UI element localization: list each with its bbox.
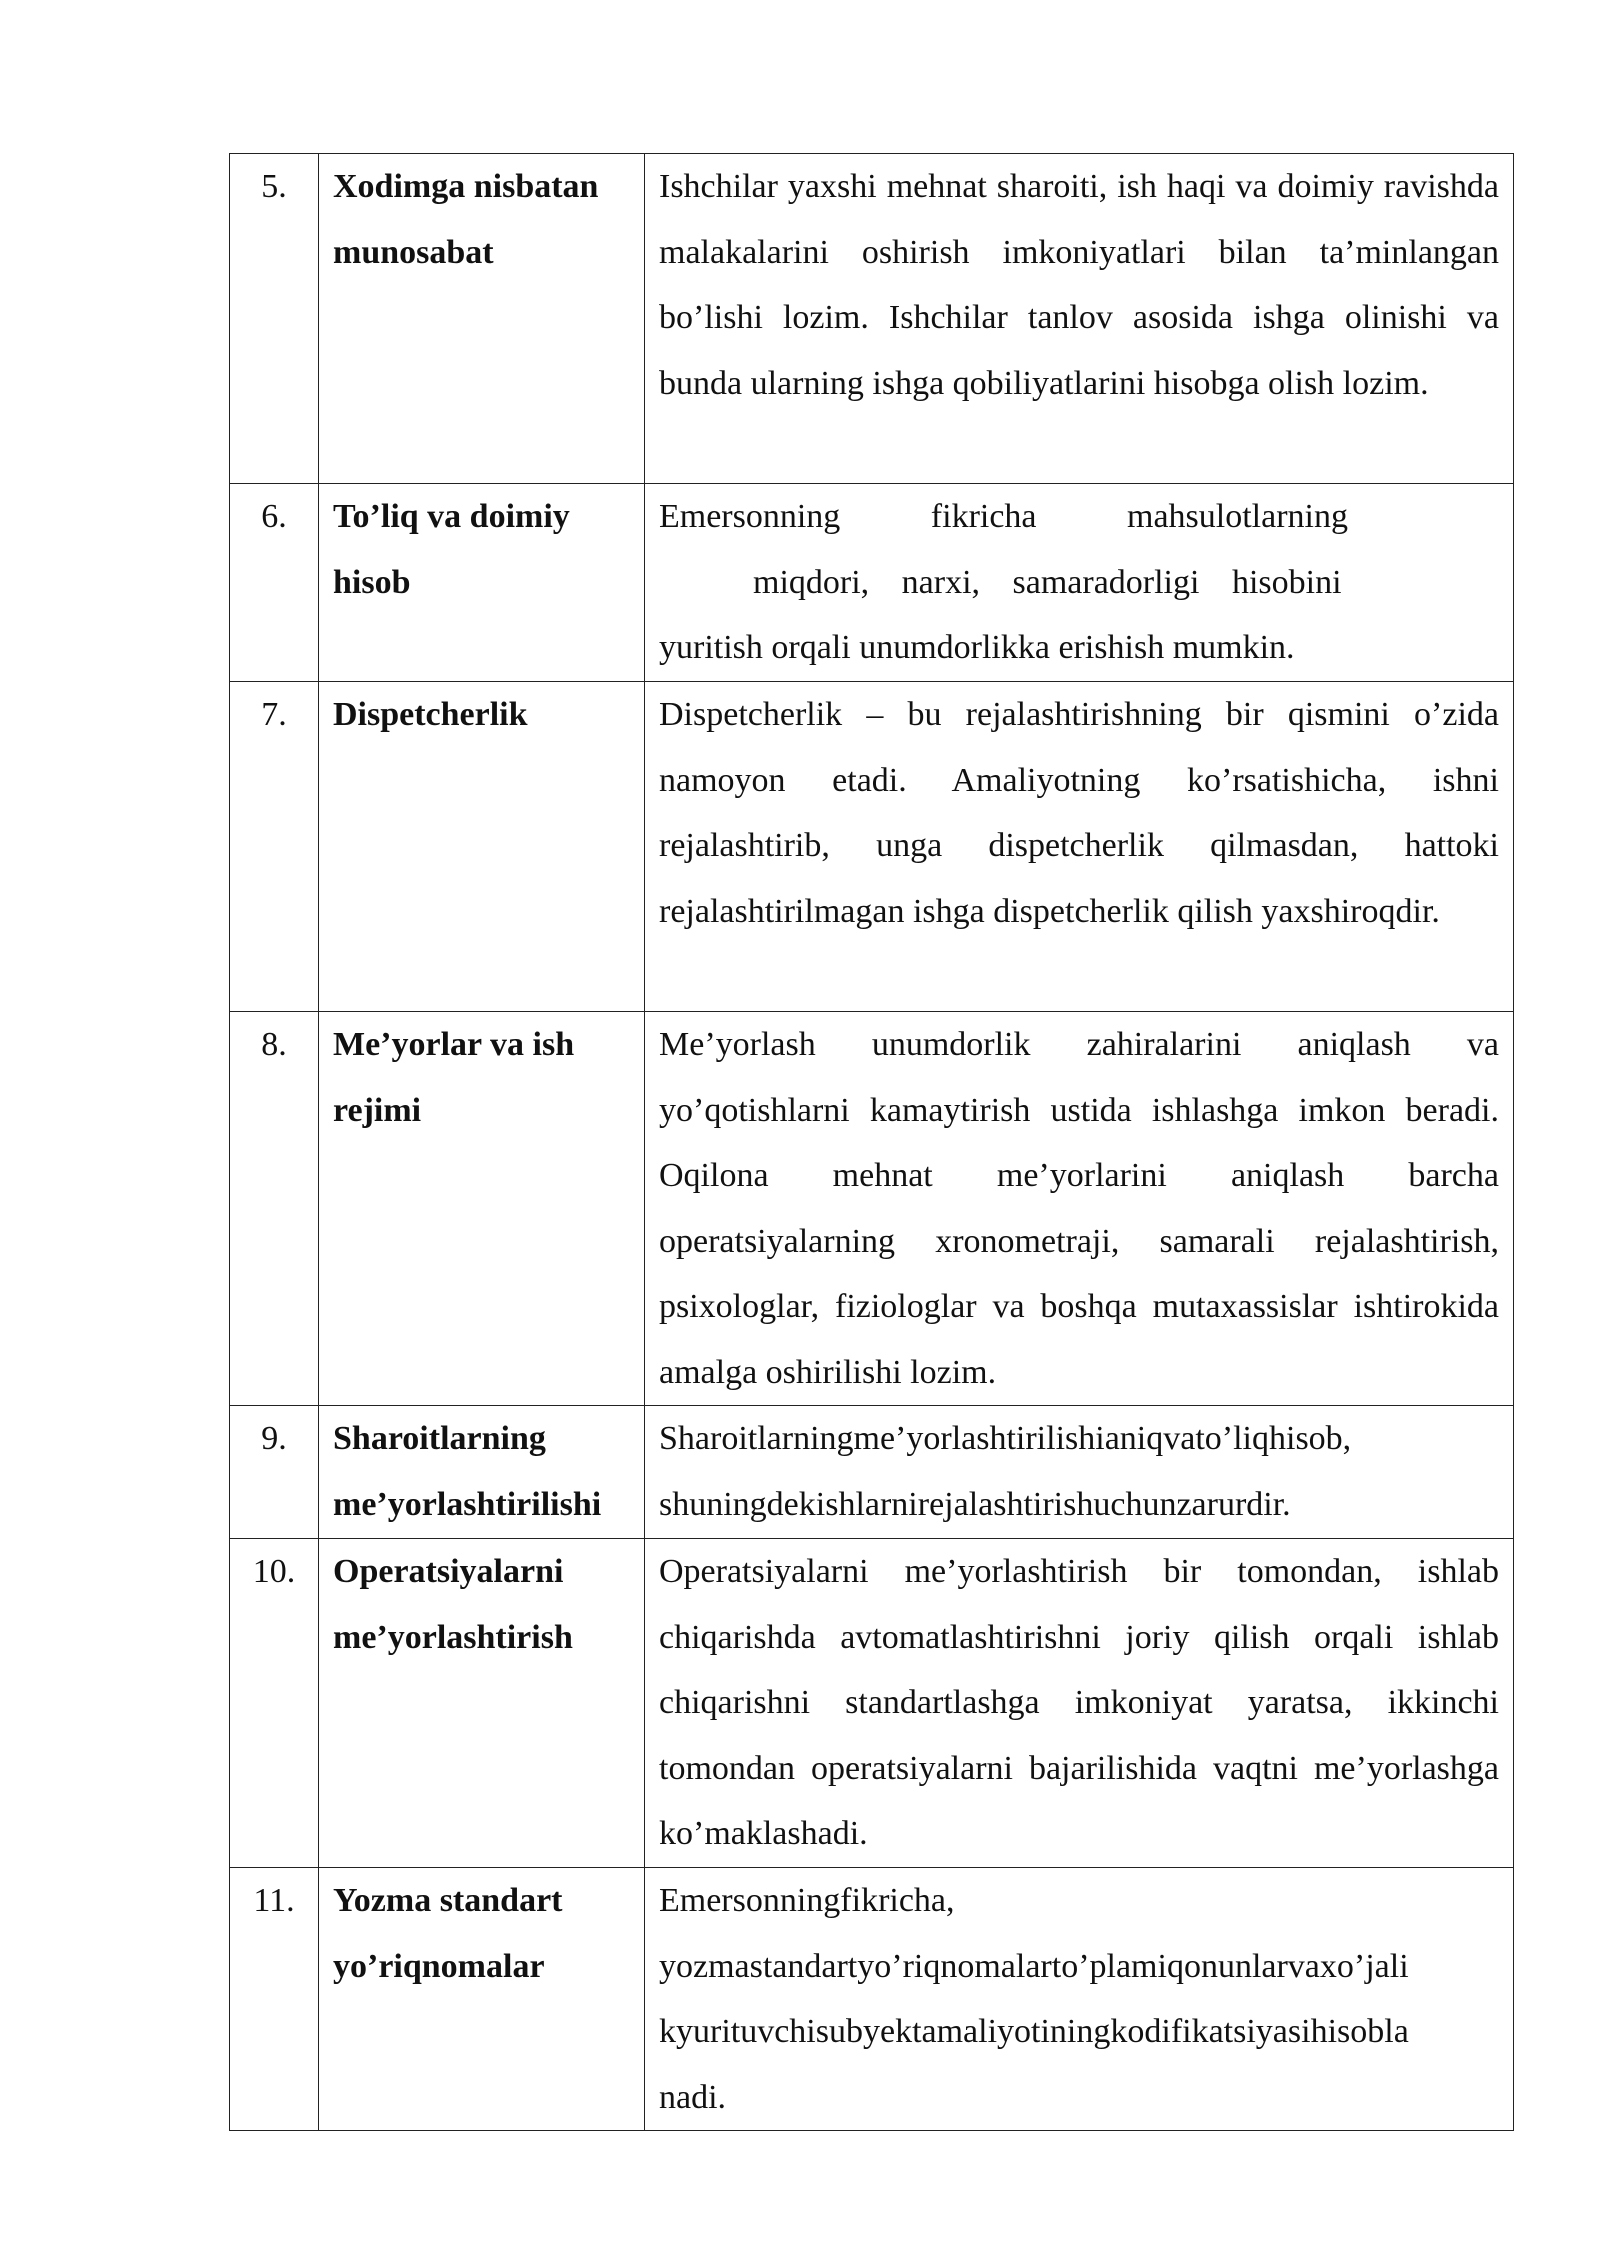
table-row — [230, 1539, 1514, 1868]
description-line: Emersonningfikricha, — [659, 1882, 955, 1919]
table-row — [230, 154, 1514, 484]
row-term: Yozma standart yo’riqnomalar — [319, 1868, 645, 2131]
description-line: Ishchilar yaxshi mehnat sharoiti, ish haqi va doimiy ravishda malakalarini oshirish imkoniyatlari bilan ta’minlangan bo’lishi lozim. Ishchilar tanlov asosida ishga olinishi va bunda ularning ishga qobiliyatlarini hisobga olish lozim. — [659, 168, 1499, 402]
description-line: Emersonning fikricha mahsulotlarning — [659, 498, 1348, 535]
principles-table — [229, 153, 1514, 2131]
row-description — [645, 682, 1514, 1012]
row-number: 10. — [230, 1539, 319, 1868]
table-row — [230, 682, 1514, 1012]
row-number: 5. — [230, 154, 319, 484]
row-term: Sharoitlarning me’yorlashtirilishi — [319, 1406, 645, 1539]
row-description — [645, 1406, 1514, 1539]
table-row — [230, 484, 1514, 682]
description-line: Operatsiyalarni me’yorlashtirish bir tomondan, ishlab chiqarishda avtomatlashtirishni joriy qilish orqali ishlab chiqarishni standartlashga imkoniyat yaratsa, ikkinchi tomondan operatsiyalarni bajarilishida vaqtni me’yorlashga ko’maklashadi. — [659, 1553, 1499, 1852]
description-line: Me’yorlash unumdorlik zahiralarini aniqlash va yo’qotishlarni kamaytirish ustida ishlashga imkon beradi. Oqilona mehnat me’yorlarini aniqlash barcha operatsiyalarning xronometraji, samarali rejalashtirish, psixologlar, fiziologlar va boshqa mutaxassislar ishtirokida amalga oshirilishi lozim. — [659, 1026, 1499, 1391]
row-term: Me’yorlar va ish rejimi — [319, 1012, 645, 1406]
description-line: yuritish orqali unumdorlikka erishish mumkin. — [659, 629, 1295, 666]
description-line: Sharoitlarningme’yorlashtirilishianiqvato’liqhisob, — [659, 1420, 1352, 1457]
row-term: Xodimga nisbatan munosabat — [319, 154, 645, 484]
row-description — [645, 1868, 1514, 2131]
row-description — [645, 1012, 1514, 1406]
description-line: kyurituvchisubyektamaliyotiningkodifikatsiyasihisobla — [659, 2013, 1409, 2050]
row-number: 9. — [230, 1406, 319, 1539]
description-line: Dispetcherlik – bu rejalashtirishning bir qismini o’zida namoyon etadi. Amaliyotning ko’rsatishicha, ishni rejalashtirib, unga dispetcherlik qilmasdan, hattoki rejalashtirilmagan ishga dispetcherlik qilish yaxshiroqdir. — [659, 696, 1499, 930]
row-description — [645, 484, 1514, 682]
row-term: Dispetcherlik — [319, 682, 645, 1012]
table-row — [230, 1406, 1514, 1539]
row-number: 8. — [230, 1012, 319, 1406]
row-number: 7. — [230, 682, 319, 1012]
table-row — [230, 1868, 1514, 2131]
description-line: miqdori, narxi, samaradorligi hisobini — [753, 563, 1342, 601]
description-line: yozmastandartyo’riqnomalarto’plamiqonunlarvaxo’jali — [659, 1947, 1409, 1985]
table-row — [230, 1012, 1514, 1406]
row-description — [645, 1539, 1514, 1868]
row-number: 6. — [230, 484, 319, 682]
row-term: Operatsiyalarni me’yorlashtirish — [319, 1539, 645, 1868]
row-term: To’liq va doimiy hisob — [319, 484, 645, 682]
description-line: nadi. — [659, 2078, 727, 2116]
row-description — [645, 154, 1514, 484]
description-line: shuningdekishlarnirejalashtirishuchunzarurdir. — [659, 1485, 1291, 1523]
row-number: 11. — [230, 1868, 319, 2131]
